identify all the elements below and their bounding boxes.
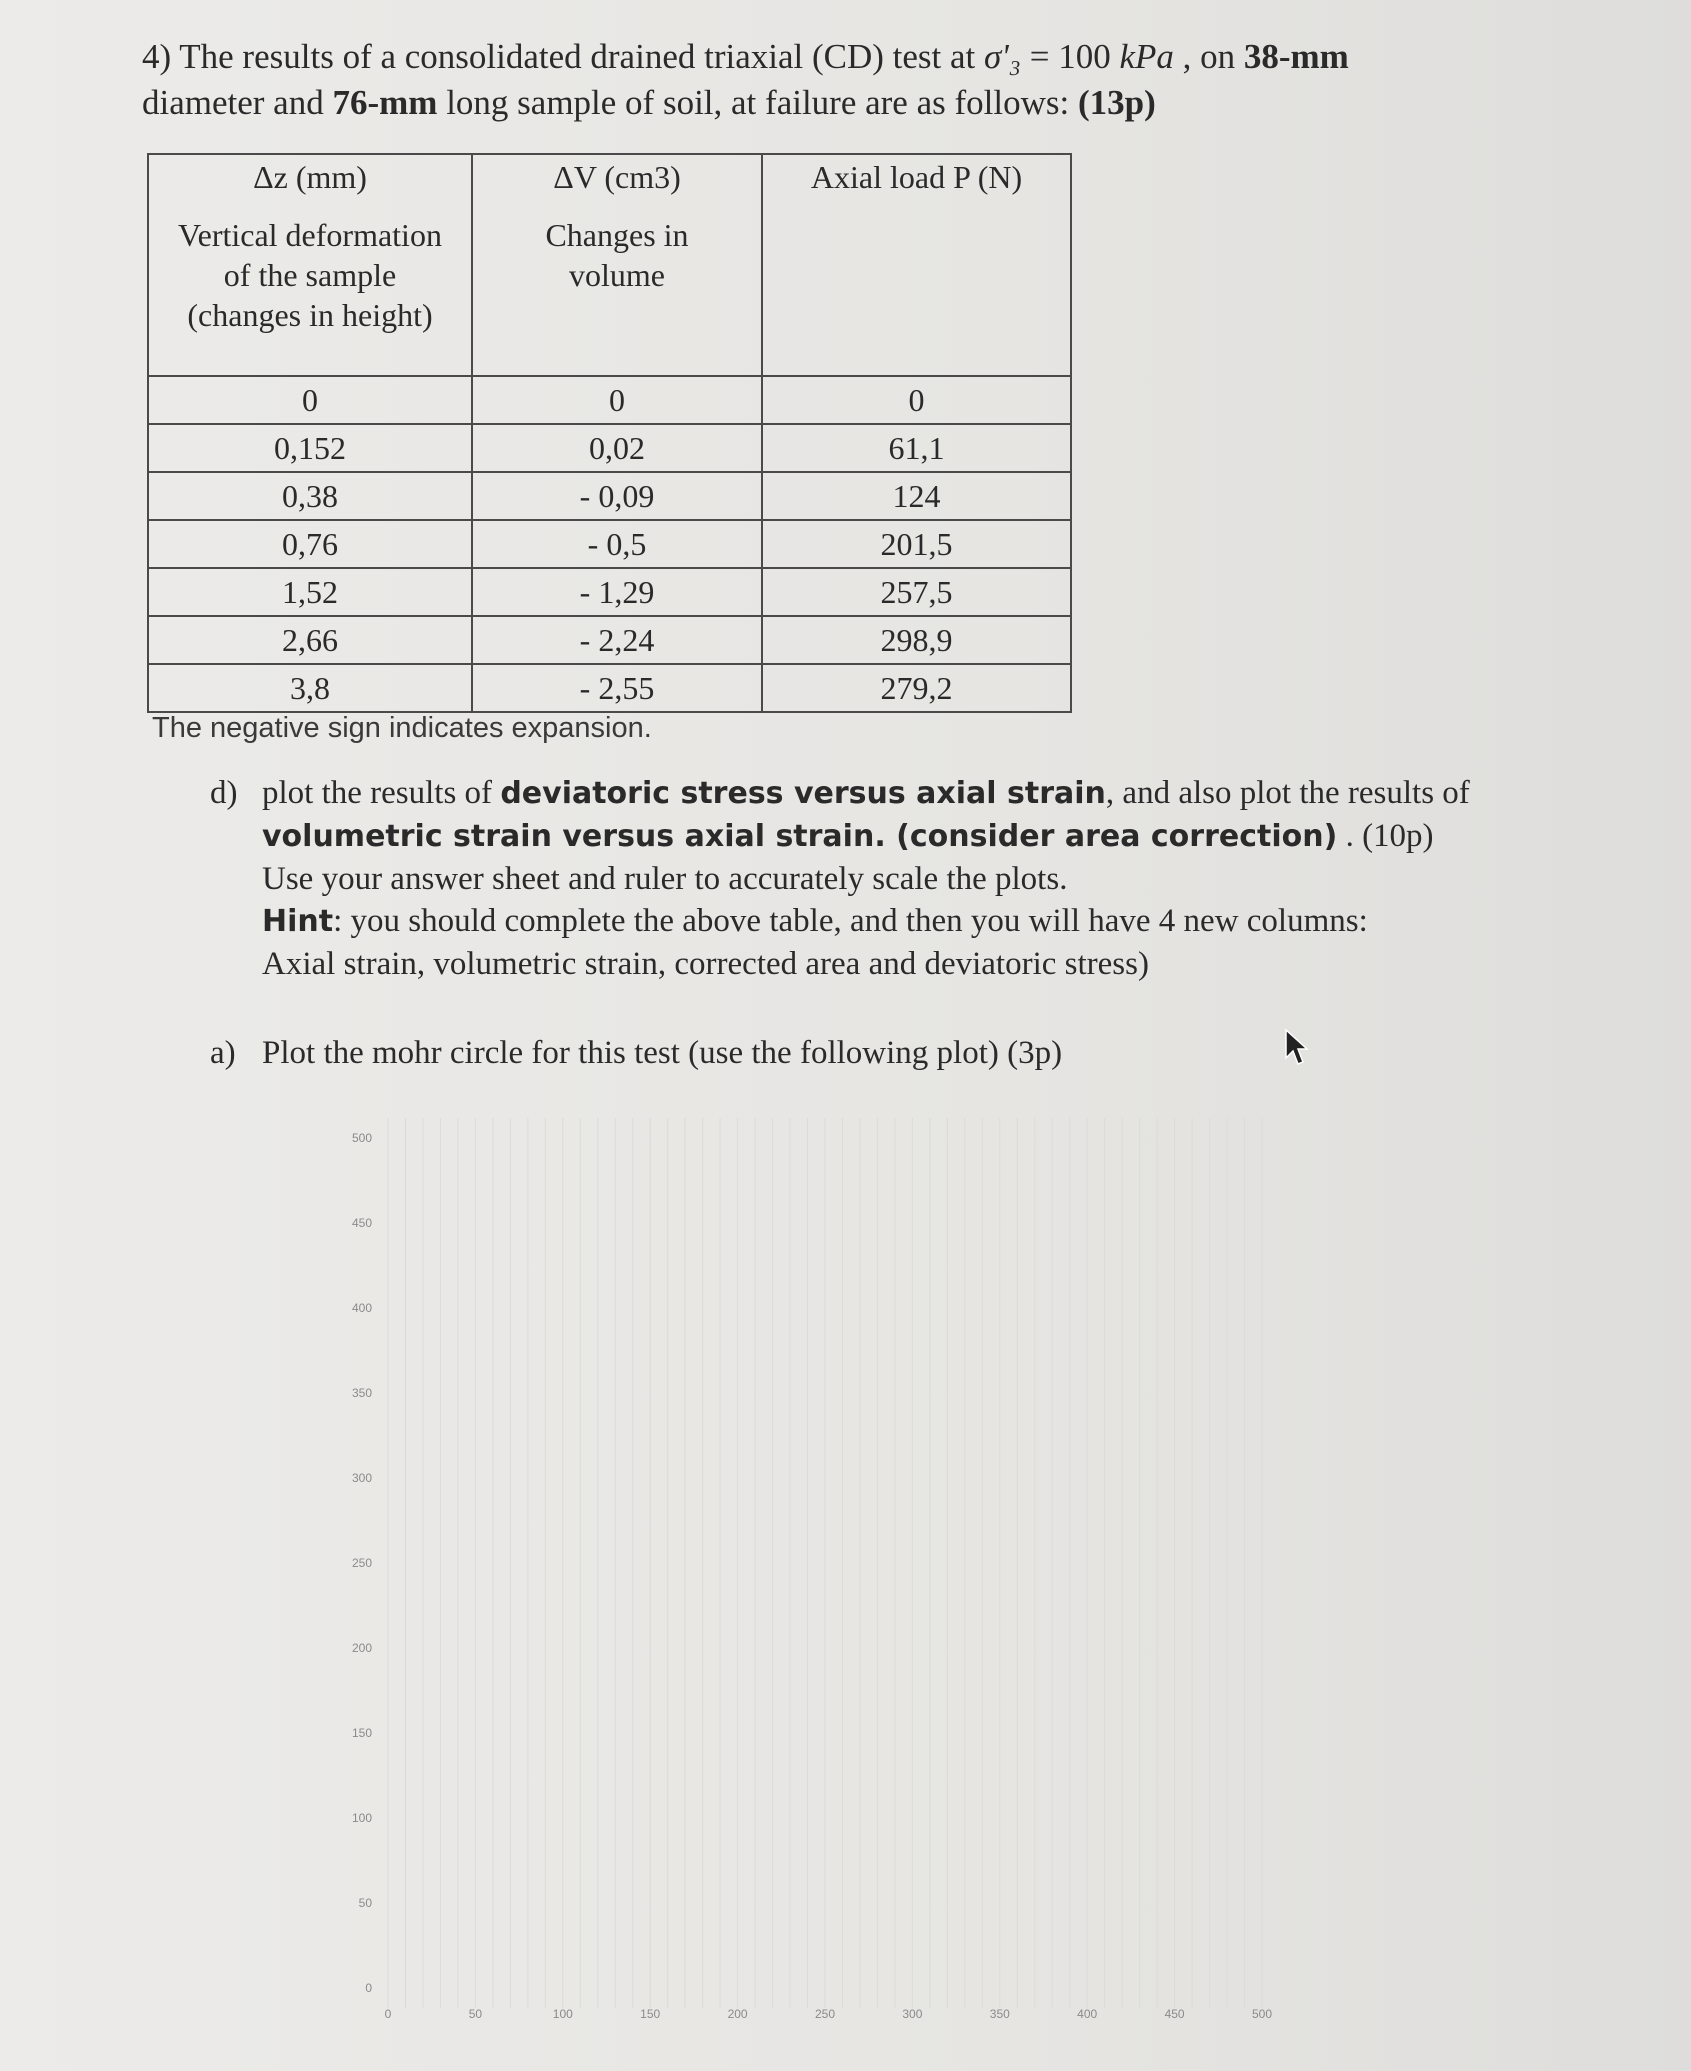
question-4-statement: 4) The results of a consolidated drained triaxial (CD) test at σ'₃ = 100 kPa , on 38-mm diameter and 76-mm long sample of soil, at failure are as follows: (13p) bbox=[142, 37, 1349, 122]
y-tick-label: 200 bbox=[351, 1641, 372, 1655]
table-row: 0,38 - 0,09 124 bbox=[148, 472, 1071, 520]
part-d-label: d) bbox=[210, 775, 238, 811]
x-tick-label: 50 bbox=[468, 2007, 483, 2021]
y-tick-label: 150 bbox=[351, 1726, 372, 1740]
y-tick-label: 50 bbox=[358, 1896, 372, 1910]
table-row: 0 0 0 bbox=[148, 376, 1071, 424]
length-value: 76-mm bbox=[332, 83, 438, 122]
x-tick-label: 150 bbox=[640, 2007, 661, 2021]
part-d: d) plot the results of deviatoric stress versus axial strain, and also plot the results of volumetric strain versus axial strain. (consider area correction) . (10p) Use your answer sheet and ruler to accurately scale the plots. Hint: you should complete the above table, and then you will have 4 new columns: Axial strain, volumetric strain, corrected area and deviatoric stress) bbox=[210, 772, 1500, 985]
table-row: 0,152 0,02 61,1 bbox=[148, 424, 1071, 472]
points-value: (13p) bbox=[1077, 83, 1156, 122]
header-axial-load: Axial load P (N) bbox=[762, 154, 1071, 376]
y-tick-label: 250 bbox=[351, 1556, 372, 1570]
y-tick-label: 0 bbox=[365, 1981, 372, 1995]
x-tick-label: 250 bbox=[814, 2007, 836, 2021]
expansion-note: The negative sign indicates expansion. bbox=[152, 712, 652, 744]
x-tick-label: 0 bbox=[384, 2007, 392, 2021]
x-tick-label: 200 bbox=[727, 2007, 748, 2021]
y-tick-label: 300 bbox=[351, 1471, 372, 1485]
x-tick-label: 400 bbox=[1077, 2007, 1098, 2021]
y-tick-label: 450 bbox=[351, 1216, 372, 1230]
sigma-symbol: σ'₃ bbox=[984, 37, 1021, 76]
x-tick-label: 350 bbox=[989, 2007, 1010, 2021]
x-tick-label: 500 bbox=[1251, 2007, 1273, 2021]
y-tick-label: 500 bbox=[351, 1131, 372, 1145]
y-tick-label: 400 bbox=[351, 1301, 372, 1315]
y-tick-label: 350 bbox=[351, 1386, 372, 1400]
diameter-value: 38-mm bbox=[1243, 37, 1349, 76]
pressure-value: = 100 bbox=[1020, 37, 1120, 76]
part-a: a) Plot the mohr circle for this test (use the following plot) (3p) bbox=[210, 1032, 1500, 1074]
table-row: 3,8 - 2,55 279,2 bbox=[148, 664, 1071, 712]
header-delta-z: Δz (mm) Vertical deformation of the sample (changes in height) bbox=[148, 154, 472, 376]
intro-text: 4) The results of a consolidated drained triaxial (CD) test at bbox=[142, 37, 985, 76]
table-row: 1,52 - 1,29 257,5 bbox=[148, 568, 1071, 616]
table-row: 0,76 - 0,5 201,5 bbox=[148, 520, 1071, 568]
x-tick-label: 300 bbox=[902, 2007, 923, 2021]
pressure-unit: kPa bbox=[1119, 37, 1174, 76]
part-a-label: a) bbox=[210, 1035, 236, 1071]
table-row: 2,66 - 2,24 298,9 bbox=[148, 616, 1071, 664]
y-tick-label: 100 bbox=[351, 1811, 372, 1825]
x-tick-label: 100 bbox=[552, 2007, 573, 2021]
header-delta-v: ΔV (cm3) Changes in volume bbox=[472, 154, 762, 376]
x-tick-label: 450 bbox=[1164, 2007, 1185, 2021]
